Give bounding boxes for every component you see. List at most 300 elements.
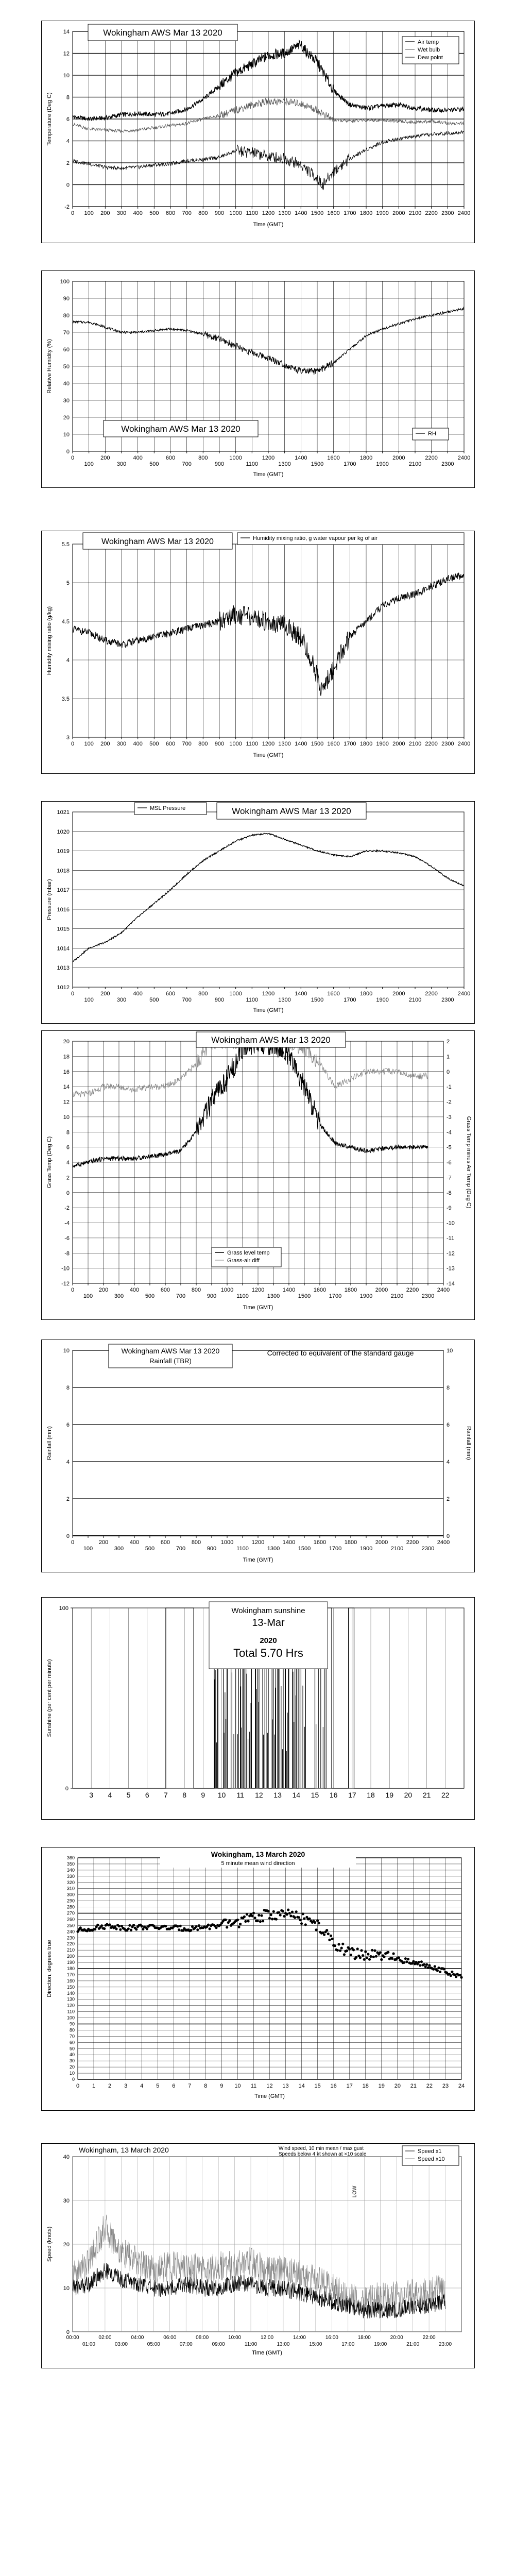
y2-axis-label: Rainfall (mm) [466,1426,472,1460]
y-tick-label: 100 [60,279,70,285]
x-tick-label: 07:00 [179,2342,193,2347]
x-tick-label: 1100 [246,210,259,216]
x-tick-label: 1800 [359,741,373,747]
x-tick-label: 1900 [359,1293,373,1299]
x-tick-label: 8 [204,2083,208,2089]
x-tick-label: 300 [116,741,127,747]
chart-sunshine [41,1597,475,1820]
wind-dir-point [403,1961,405,1964]
wind-dir-point [286,1913,288,1916]
x-tick-label: 2300 [421,1546,435,1552]
y-tick-label: -6 [64,1235,70,1242]
y-tick-label: 100 [59,1605,68,1612]
y-axis-label: Direction, degrees true [46,1940,53,1997]
x-tick-label: 800 [191,1539,201,1546]
y-tick-label: 14 [63,1084,70,1091]
y-tick-label: 220 [66,1941,75,1947]
x-tick-label: 18 [362,2083,369,2089]
wind-dir-point [355,1956,357,1959]
wind-dir-point [428,1964,431,1967]
wind-dir-point [459,1974,461,1976]
wind-dir-point [434,1965,436,1968]
x-tick-label: 800 [191,1287,201,1293]
y2-tick-label: 2 [447,1496,450,1502]
y2-tick-label: 4 [447,1459,450,1465]
wind-dir-point [226,1926,228,1928]
x-tick-label: 500 [149,741,159,747]
chart-wind-direction [41,1847,475,2111]
x-tick-label: 1600 [313,1287,327,1293]
x-tick-label: 2 [108,2083,112,2089]
y-tick-label: 6 [66,1144,70,1151]
y-tick-label: 30 [69,2058,75,2064]
x-tick-label: 1800 [344,1539,357,1546]
x-tick-label: 21 [410,2083,417,2089]
chart-svg [42,1340,474,1572]
x-tick-label: 2000 [375,1539,388,1546]
wind-dir-point [299,1919,301,1921]
x-tick-label: 1000 [220,1287,234,1293]
legend-label: MSL Pressure [150,805,186,811]
wind-dir-point [405,1960,408,1963]
y-tick-label: 1012 [57,985,70,991]
y-axis-label: Rainfall (mm) [46,1426,53,1460]
y-tick-label: 200 [66,1954,75,1959]
y-tick-label: 0 [66,182,70,189]
y-tick-label: 120 [66,2003,75,2008]
x-tick-label: 2000 [392,455,405,461]
wind-dir-point [419,1964,421,1967]
x-tick-label: 200 [100,991,110,997]
x-tick-label: 22 [426,2083,433,2089]
x-tick-label: 1500 [311,461,324,467]
x-tick-label: 1900 [359,1546,373,1552]
y-tick-label: 1014 [57,945,70,952]
y-tick-label: 50 [63,364,70,370]
wind-dir-point [287,1908,289,1911]
y-tick-label: 1021 [57,809,70,816]
wind-dir-point [364,1951,367,1953]
x-tick-label: 100 [84,210,94,216]
x-tick-label: 15 [311,1791,319,1799]
wind-dir-point [283,1915,285,1918]
x-tick-label: 2200 [406,1539,419,1546]
x-tick-label: 2400 [437,1539,450,1546]
x-tick-label: 500 [145,1293,155,1299]
wind-dir-point [407,1958,409,1960]
wind-dir-point [207,1924,210,1926]
x-tick-label: 2000 [392,210,405,216]
y-tick-label: 70 [63,330,70,336]
x-tick-label: 3 [89,1791,94,1799]
x-tick-label: 200 [98,1539,109,1546]
wind-dir-point [348,1948,351,1951]
y-tick-label: 2 [66,1496,70,1502]
x-tick-label: 1900 [376,461,389,467]
x-tick-label: 1100 [236,1546,249,1552]
y-tick-label: 160 [66,1978,75,1984]
legend-label: Dew point [418,55,443,61]
x-tick-label: 2400 [437,1287,450,1293]
x-tick-label: 1200 [262,455,275,461]
legend-label: Speed x1 [418,2148,442,2155]
y-tick-label: 110 [67,2009,75,2014]
wind-dir-point [308,1918,311,1920]
x-tick-label: 2200 [406,1287,419,1293]
wind-dir-point [295,1910,298,1913]
y2-tick-label: -8 [447,1190,452,1196]
x-tick-label: 2300 [441,210,454,216]
y-tick-label: 0 [66,1533,70,1539]
x-tick-label: 4 [140,2083,144,2089]
x-tick-label: 0 [71,991,75,997]
wind-dir-point [370,1955,372,1958]
x-axis-label: Time (GMT) [252,2350,282,2356]
wind-dir-point [298,1916,300,1919]
wind-dir-point [135,1928,138,1930]
x-tick-label: 2100 [408,461,422,467]
wind-dir-point [334,1944,336,1947]
x-tick-label: 1800 [359,210,373,216]
x-tick-label: 5 [156,2083,160,2089]
wind-dir-point [437,1967,440,1969]
x-tick-label: 2000 [392,991,405,997]
wind-dir-point [373,1950,376,1952]
wind-dir-point [132,1924,135,1926]
chart-svg [42,2144,474,2368]
x-tick-label: 1000 [229,210,242,216]
x-tick-label: 700 [182,210,192,216]
y-tick-label: 140 [66,1990,75,1996]
x-tick-label: 2300 [441,461,454,467]
x-axis-label: Time (GMT) [253,752,284,758]
x-tick-label: 1200 [251,1539,265,1546]
x-tick-label: 600 [165,210,176,216]
y-tick-label: 0 [66,1190,70,1196]
legend-label: RH [428,431,436,437]
x-tick-label: 20 [394,2083,401,2089]
y-tick-label: 290 [66,1898,75,1904]
chart-title: Wokingham AWS Mar 13 2020 [211,1035,331,1045]
x-tick-label: 24 [458,2083,465,2089]
x-tick-label: 1600 [327,741,340,747]
y-tick-label: 8 [66,1129,70,1136]
wind-dir-point [294,1916,296,1919]
y-tick-label: -2 [64,1205,70,1212]
wind-dir-point [191,1925,194,1928]
y-tick-label: 12 [63,1099,70,1106]
x-tick-label: 0 [71,741,75,747]
y-tick-label: 0 [66,2329,70,2335]
x-tick-label: 2100 [408,210,422,216]
y-tick-label: 6 [66,116,70,123]
x-tick-label: 0 [76,2083,80,2089]
y-tick-label: 8 [66,1385,70,1391]
x-axis-label: Time (GMT) [253,1007,284,1013]
x-tick-label: 1500 [298,1293,311,1299]
x-tick-label: 8 [182,1791,187,1799]
y-tick-label: 190 [66,1960,75,1965]
chart-pressure [41,801,475,1024]
x-tick-label: 900 [207,1293,217,1299]
wind-dir-point [228,1919,231,1922]
y-tick-label: 1020 [57,828,70,835]
x-tick-label: 10 [217,1791,226,1799]
y-tick-label: 10 [63,2285,70,2292]
chart-subtitle: Rainfall (TBR) [149,1357,192,1365]
x-tick-label: 1700 [344,210,356,216]
y-tick-label: 16 [63,1069,70,1075]
x-tick-label: 1300 [278,461,291,467]
x-tick-label: 600 [165,991,176,997]
x-tick-label: 2100 [390,1546,404,1552]
x-tick-label: 2300 [441,741,454,747]
x-tick-label: 10 [234,2083,241,2089]
wind-dir-point [179,1925,182,1927]
wind-dir-point [127,1927,130,1930]
wind-dir-point [190,1929,192,1931]
y-tick-label: 270 [66,1910,75,1916]
wind-dir-point [115,1927,117,1930]
legend-label: Grass-air diff [227,1258,260,1264]
x-tick-label: 600 [165,455,176,461]
wind-dir-point [412,1960,415,1963]
x-tick-label: 1800 [344,1287,357,1293]
x-tick-label: 0 [71,210,75,216]
wind-dir-point [256,1920,259,1922]
x-tick-label: 1200 [262,210,275,216]
plot-area [73,812,464,987]
x-tick-label: 1000 [229,741,242,747]
wind-dir-point [130,1929,132,1931]
x-tick-label: 19:00 [374,2342,387,2347]
wind-dir-point [436,1969,439,1972]
y2-tick-label: -7 [447,1175,452,1181]
y-tick-label: 10 [63,432,70,438]
y-tick-label: 250 [66,1923,75,1928]
x-tick-label: 1200 [262,741,275,747]
wind-dir-point [391,1957,393,1960]
wind-dir-point [103,1927,106,1930]
wind-dir-point [278,1911,280,1914]
y-tick-label: 10 [63,1114,70,1121]
wind-dir-point [275,1918,278,1921]
x-tick-label: 22 [441,1791,450,1799]
x-tick-label: 17 [348,1791,356,1799]
x-tick-label: 500 [145,1546,155,1552]
x-tick-label: 2200 [425,210,438,216]
wind-dir-point [323,1934,325,1936]
wind-dir-point [350,1954,352,1956]
x-tick-label: 1400 [282,1539,296,1546]
wind-dir-point [251,1914,253,1917]
chart-svg [42,1031,474,1319]
chart-total: Total 5.70 Hrs [233,1647,303,1659]
y-tick-label: 350 [66,1861,75,1867]
y-tick-label: 240 [66,1929,75,1935]
x-tick-label: 1100 [236,1293,249,1299]
x-tick-label: 2100 [408,997,422,1003]
x-tick-label: 1100 [246,997,259,1003]
chart-wind-speed [41,2143,475,2368]
y2-tick-label: -14 [447,1281,455,1287]
x-tick-label: 1700 [329,1546,342,1552]
x-tick-label: 700 [176,1546,186,1552]
chart-title: Wokingham AWS Mar 13 2020 [101,537,214,546]
y2-tick-label: 1 [447,1054,450,1060]
x-tick-label: 1800 [359,455,373,461]
y-tick-label: 20 [63,1039,70,1045]
wind-dir-point [282,1910,284,1912]
x-tick-label: 19 [385,1791,394,1799]
wind-dir-point [375,1955,377,1958]
wind-dir-point [272,1910,275,1913]
y2-tick-label: 0 [447,1069,450,1075]
y-tick-label: -4 [64,1220,70,1227]
chart-year: 2020 [260,1636,277,1645]
wind-dir-point [146,1927,148,1930]
wind-dir-point [267,1910,269,1912]
x-tick-label: 1500 [298,1546,311,1552]
wind-dir-point [425,1963,428,1966]
wind-dir-point [432,1968,435,1971]
x-tick-label: 1900 [376,741,389,747]
y-tick-label: 80 [63,313,70,319]
chart-title: Wokingham AWS Mar 13 2020 [121,424,241,434]
x-tick-label: 700 [176,1293,186,1299]
wind-dir-point [359,1956,362,1959]
chart-svg [42,802,474,1023]
y-tick-label: 40 [63,381,70,387]
chart-subtitle: 5 minute mean wind direction [221,1860,295,1867]
x-tick-label: 2400 [457,991,471,997]
x-tick-label: 20 [404,1791,413,1799]
y-tick-label: 330 [66,1873,75,1879]
wind-dir-point [439,1971,441,1973]
x-tick-label: 2200 [425,991,438,997]
x-tick-label: 1700 [329,1293,342,1299]
x-tick-label: 22:00 [422,2335,436,2341]
x-tick-label: 12 [266,2083,273,2089]
wind-dir-point [252,1912,255,1914]
x-tick-label: 2200 [425,455,438,461]
chart-title: Wokingham, 13 March 2020 [79,2146,169,2154]
wind-dir-point [340,1947,343,1950]
wind-dir-point [380,1958,383,1961]
wind-dir-point [352,1948,355,1951]
wind-dir-point [253,1917,256,1919]
x-tick-label: 15:00 [309,2342,322,2347]
wind-dir-point [398,1956,400,1959]
x-tick-label: 800 [198,991,208,997]
y-tick-label: 1016 [57,906,70,913]
x-tick-label: 4 [108,1791,112,1799]
y-tick-label: 30 [63,2198,70,2204]
y2-tick-label: 8 [447,1385,450,1391]
chart-rainfall [41,1340,475,1572]
wind-dir-point [318,1922,320,1924]
wind-dir-point [443,1968,445,1970]
legend-label: Speed x10 [418,2156,445,2162]
x-tick-label: 6 [145,1791,149,1799]
wind-dir-point [164,1925,167,1927]
wind-dir-point [239,1923,242,1925]
x-tick-label: 100 [83,1293,93,1299]
x-tick-label: 1500 [311,741,324,747]
wind-dir-point [119,1928,122,1931]
x-axis-label: Time (GMT) [253,222,284,228]
wind-dir-point [368,1958,371,1961]
x-tick-label: 800 [198,741,208,747]
y-tick-label: 2 [66,160,70,166]
x-tick-label: 900 [214,741,225,747]
x-tick-label: 2100 [390,1293,404,1299]
x-tick-label: 600 [165,741,176,747]
wind-dir-point [271,1918,273,1920]
y-tick-label: 210 [66,1947,75,1953]
wind-dir-point [363,1958,366,1961]
y-tick-label: 10 [63,73,70,79]
chart-title: Wokingham AWS Mar 13 2020 [103,28,222,38]
chart-mixing-ratio [41,531,475,774]
wind-dir-point [427,1967,430,1969]
y-tick-label: 3 [66,735,70,741]
plot-area [73,1350,443,1536]
x-tick-label: 400 [133,741,143,747]
x-tick-label: 900 [214,997,225,1003]
y-tick-label: 20 [69,2064,75,2070]
x-tick-label: 1900 [376,997,389,1003]
chart-annotation: LOW [352,2185,358,2198]
x-tick-label: 5 [126,1791,131,1799]
x-tick-label: 0 [71,1287,75,1293]
wind-dir-point [328,1939,331,1941]
y2-tick-label: 2 [447,1039,450,1045]
wind-dir-point [327,1933,330,1935]
y-tick-label: 320 [66,1879,75,1885]
wind-dir-point [300,1922,303,1925]
y-axis-label: Sunshine (per cent per minute) [46,1659,53,1737]
y-tick-label: -10 [61,1265,70,1272]
y-tick-label: 3.5 [61,696,70,702]
x-tick-label: 9 [220,2083,224,2089]
x-tick-label: 1600 [327,991,340,997]
y-tick-label: 100 [66,2015,75,2021]
x-tick-label: 0 [71,1539,75,1546]
wind-dir-point [371,1949,373,1952]
wind-dir-point [366,1957,368,1959]
y2-tick-label: -4 [447,1129,452,1136]
y2-tick-label: -13 [447,1265,455,1272]
wind-dir-point [451,1971,453,1973]
x-tick-label: 06:00 [163,2335,177,2341]
x-tick-label: 1200 [251,1287,265,1293]
x-tick-label: 400 [129,1287,140,1293]
x-tick-label: 23:00 [439,2342,452,2347]
x-tick-label: 900 [207,1546,217,1552]
y-tick-label: 8 [66,94,70,101]
x-tick-label: 100 [84,997,94,1003]
wind-dir-point [118,1925,121,1927]
y-tick-label: 4 [66,657,70,664]
x-tick-label: 400 [133,455,143,461]
x-tick-label: 1300 [278,741,291,747]
chart-title: Wokingham AWS Mar 13 2020 [121,1347,220,1355]
x-tick-label: 1800 [359,991,373,997]
wind-dir-point [315,1928,317,1931]
wind-dir-point [331,1938,334,1940]
x-tick-label: 1300 [278,210,291,216]
